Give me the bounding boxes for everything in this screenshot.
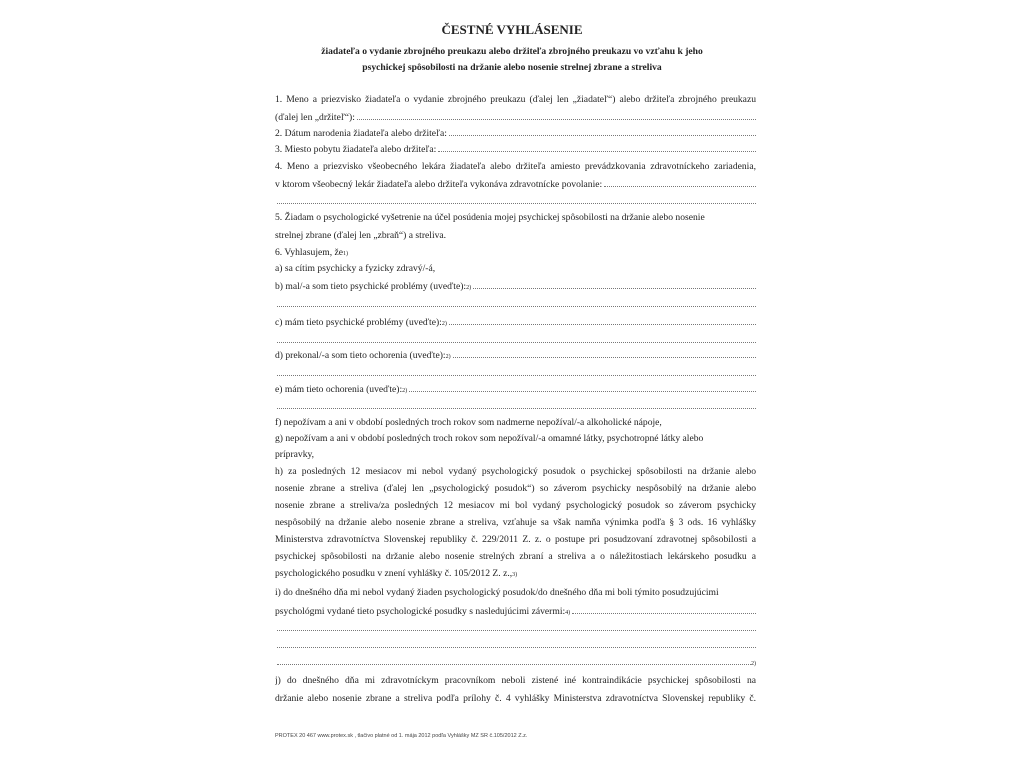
text-line <box>275 230 756 242</box>
form-field-line[interactable] <box>275 178 756 190</box>
form-field-line[interactable] <box>275 143 756 155</box>
form-field-line[interactable] <box>275 656 756 668</box>
dotted-fill-in-field[interactable] <box>277 334 756 343</box>
line-text: (ďalej len „držiteľ“): <box>275 112 355 123</box>
line-text: h) za posledných 12 mesiacov mi nebol vydaný psychologický posudok o psychickej spôsobilosti na držanie alebo <box>275 466 756 477</box>
text-line <box>275 94 756 106</box>
form-field-line[interactable] <box>275 111 756 123</box>
dotted-fill-in-field[interactable] <box>409 383 756 392</box>
form-field-line[interactable] <box>275 334 756 346</box>
footnote-ref: 2) <box>445 354 451 360</box>
document-footer: PROTEX 20 467 www.protex.sk , tlačivo platné od 1. mája 2012 podľa Vyhlášky MZ SR č.105/2012 Z.z. <box>275 733 528 739</box>
dotted-fill-in-field[interactable] <box>277 195 756 204</box>
line-text: nespôsobilý na držanie alebo nosenie zbrane a streliva, vzťahuje sa však namňa výnimka podľa § 3 ods. 16 vyhlášky <box>275 517 756 528</box>
form-field-line[interactable] <box>275 316 756 328</box>
form-field-line[interactable] <box>275 367 756 379</box>
text-line <box>275 466 756 478</box>
text-line <box>275 517 756 529</box>
form-field-line[interactable] <box>275 349 756 361</box>
form-field-line[interactable] <box>275 622 756 634</box>
text-line <box>275 247 756 259</box>
line-text: držanie alebo nosenie zbrane a streliva podľa prílohy č. 4 vyhlášky Ministerstva zdravotníctva Slovenskej republiky č. <box>275 693 756 704</box>
dotted-fill-in-field[interactable] <box>604 178 756 187</box>
form-field-line[interactable] <box>275 298 756 310</box>
text-line <box>275 417 756 429</box>
footnote-ref: 4) <box>565 610 571 616</box>
line-text: 4. Meno a priezvisko všeobecného lekára žiadateľa alebo držiteľa amiesto prevádzkovania zdravotníckeho zariadenia, <box>275 161 756 172</box>
line-text: j) do dnešného dňa mi zdravotníckym pracovníkom neboli zistené iné kontraindikácie psychickej spôsobilosti na <box>275 675 756 686</box>
line-text: psychickej spôsobilosti na držanie alebo nosenie strelných zbraní a streliva a o náležitostiach lekárskeho posudku a <box>275 551 756 562</box>
line-text: d) prekonal/-a som tieto ochorenia (uveďte): <box>275 350 446 361</box>
line-text: f) nepožívam a ani v období posledných troch rokov som nadmerne nepožíval/-a alkoholické nápoje, <box>275 417 662 428</box>
form-field-line[interactable] <box>275 605 756 617</box>
document-subtitle-line-2: psychickej spôsobilosti na držanie alebo nosenie strelnej zbrane a streliva <box>362 62 662 73</box>
line-text: b) mal/-a som tieto psychické problémy (uveďte): <box>275 281 467 292</box>
dotted-fill-in-field[interactable] <box>438 143 756 152</box>
form-field-line[interactable] <box>275 639 756 651</box>
line-text: a) sa cítim psychicky a fyzicky zdravý/-á, <box>275 263 436 274</box>
line-text: 1. Meno a priezvisko žiadateľa o vydanie zbrojného preukazu (ďalej len „žiadateľ“) alebo držiteľa zbrojného preukazu <box>275 94 756 105</box>
line-text: i) do dnešného dňa mi nebol vydaný žiaden psychologický posudok/do dnešného dňa mi boli týmito posudzujúcimi <box>275 587 719 598</box>
dotted-fill-in-field[interactable] <box>277 622 756 631</box>
text-line <box>275 675 756 687</box>
text-line <box>275 212 756 224</box>
footnote-ref: 2) <box>441 321 447 327</box>
dotted-fill-in-field[interactable] <box>449 316 756 325</box>
line-text: 6. Vyhlasujem, že <box>275 247 344 258</box>
footnote-ref: 1) <box>343 251 349 257</box>
dotted-fill-in-field[interactable] <box>277 639 756 648</box>
dotted-fill-in-field[interactable] <box>277 400 756 409</box>
line-text: e) mám tieto ochorenia (uveďte): <box>275 384 403 395</box>
text-line <box>275 263 756 275</box>
line-text: Ministerstva zdravotníctva Slovenskej republiky č. 229/2011 Z. z. o postupe pri posudzovaní zdravotnej spôsobilosti a <box>275 534 756 545</box>
footnote-ref: 2) <box>751 661 756 667</box>
form-field-line[interactable] <box>275 400 756 412</box>
line-text: nosenie zbrane a streliva/za posledných 12 mesiacov mi bol vydaný psychologický posudok so záverom psychicky <box>275 500 756 511</box>
line-text: v ktorom všeobecný lekár žiadateľa alebo držiteľa vykonáva zdravotnícke povolanie: <box>275 179 603 190</box>
dotted-fill-in-field[interactable] <box>453 349 756 358</box>
form-field-line[interactable] <box>275 127 756 139</box>
dotted-fill-in-field[interactable] <box>449 127 756 136</box>
line-text: g) nepožívam a ani v období posledných troch rokov som nepožíval/-a omamné látky, psychotropné látky alebo <box>275 433 704 444</box>
form-field-line[interactable] <box>275 195 756 207</box>
dotted-fill-in-field[interactable] <box>277 367 756 376</box>
text-line <box>275 500 756 512</box>
text-line <box>275 568 756 580</box>
line-text: 5. Žiadam o psychologické vyšetrenie na účel posúdenia mojej psychickej spôsobilosti na držanie alebo nosenie <box>275 212 705 223</box>
line-text: 3. Miesto pobytu žiadateľa alebo držiteľa: <box>275 144 437 155</box>
footnote-ref: 2) <box>466 285 472 291</box>
line-text: 2. Dátum narodenia žiadateľa alebo držiteľa: <box>275 128 447 139</box>
text-line <box>275 551 756 563</box>
text-line <box>275 534 756 546</box>
form-field-line[interactable] <box>275 383 756 395</box>
line-text: psychologického posudku v znení vyhlášky č. 105/2012 Z. z., <box>275 568 513 579</box>
form-field-line[interactable] <box>275 280 756 292</box>
dotted-fill-in-field[interactable] <box>357 111 756 120</box>
footnote-ref: 3) <box>512 572 518 578</box>
footnote-ref: 2) <box>402 388 408 394</box>
text-line <box>275 587 756 599</box>
line-text: psychológmi vydané tieto psychologické posudky s nasledujúcimi závermi: <box>275 606 566 617</box>
line-text: strelnej zbrane (ďalej len „zbraň“) a streliva. <box>275 230 447 241</box>
text-line <box>275 483 756 495</box>
dotted-fill-in-field[interactable] <box>277 656 751 665</box>
line-text: c) mám tieto psychické problémy (uveďte): <box>275 317 442 328</box>
document-subtitle-line-1: žiadateľa o vydanie zbrojného preukazu alebo držiteľa zbrojného preukazu vo vzťahu k jeho <box>321 46 703 57</box>
text-line <box>275 433 756 445</box>
dotted-fill-in-field[interactable] <box>277 298 756 307</box>
text-line <box>275 449 756 461</box>
text-line <box>275 161 756 173</box>
line-text: nosenie zbrane a streliva (ďalej len „psychologický posudok“) so záverom psychicky nespôsobilý na držanie alebo <box>275 483 756 494</box>
dotted-fill-in-field[interactable] <box>473 280 756 289</box>
dotted-fill-in-field[interactable] <box>572 605 756 614</box>
document-title: ČESTNÉ VYHLÁSENIE <box>441 22 583 37</box>
text-line <box>275 693 756 705</box>
line-text: prípravky, <box>275 449 315 460</box>
